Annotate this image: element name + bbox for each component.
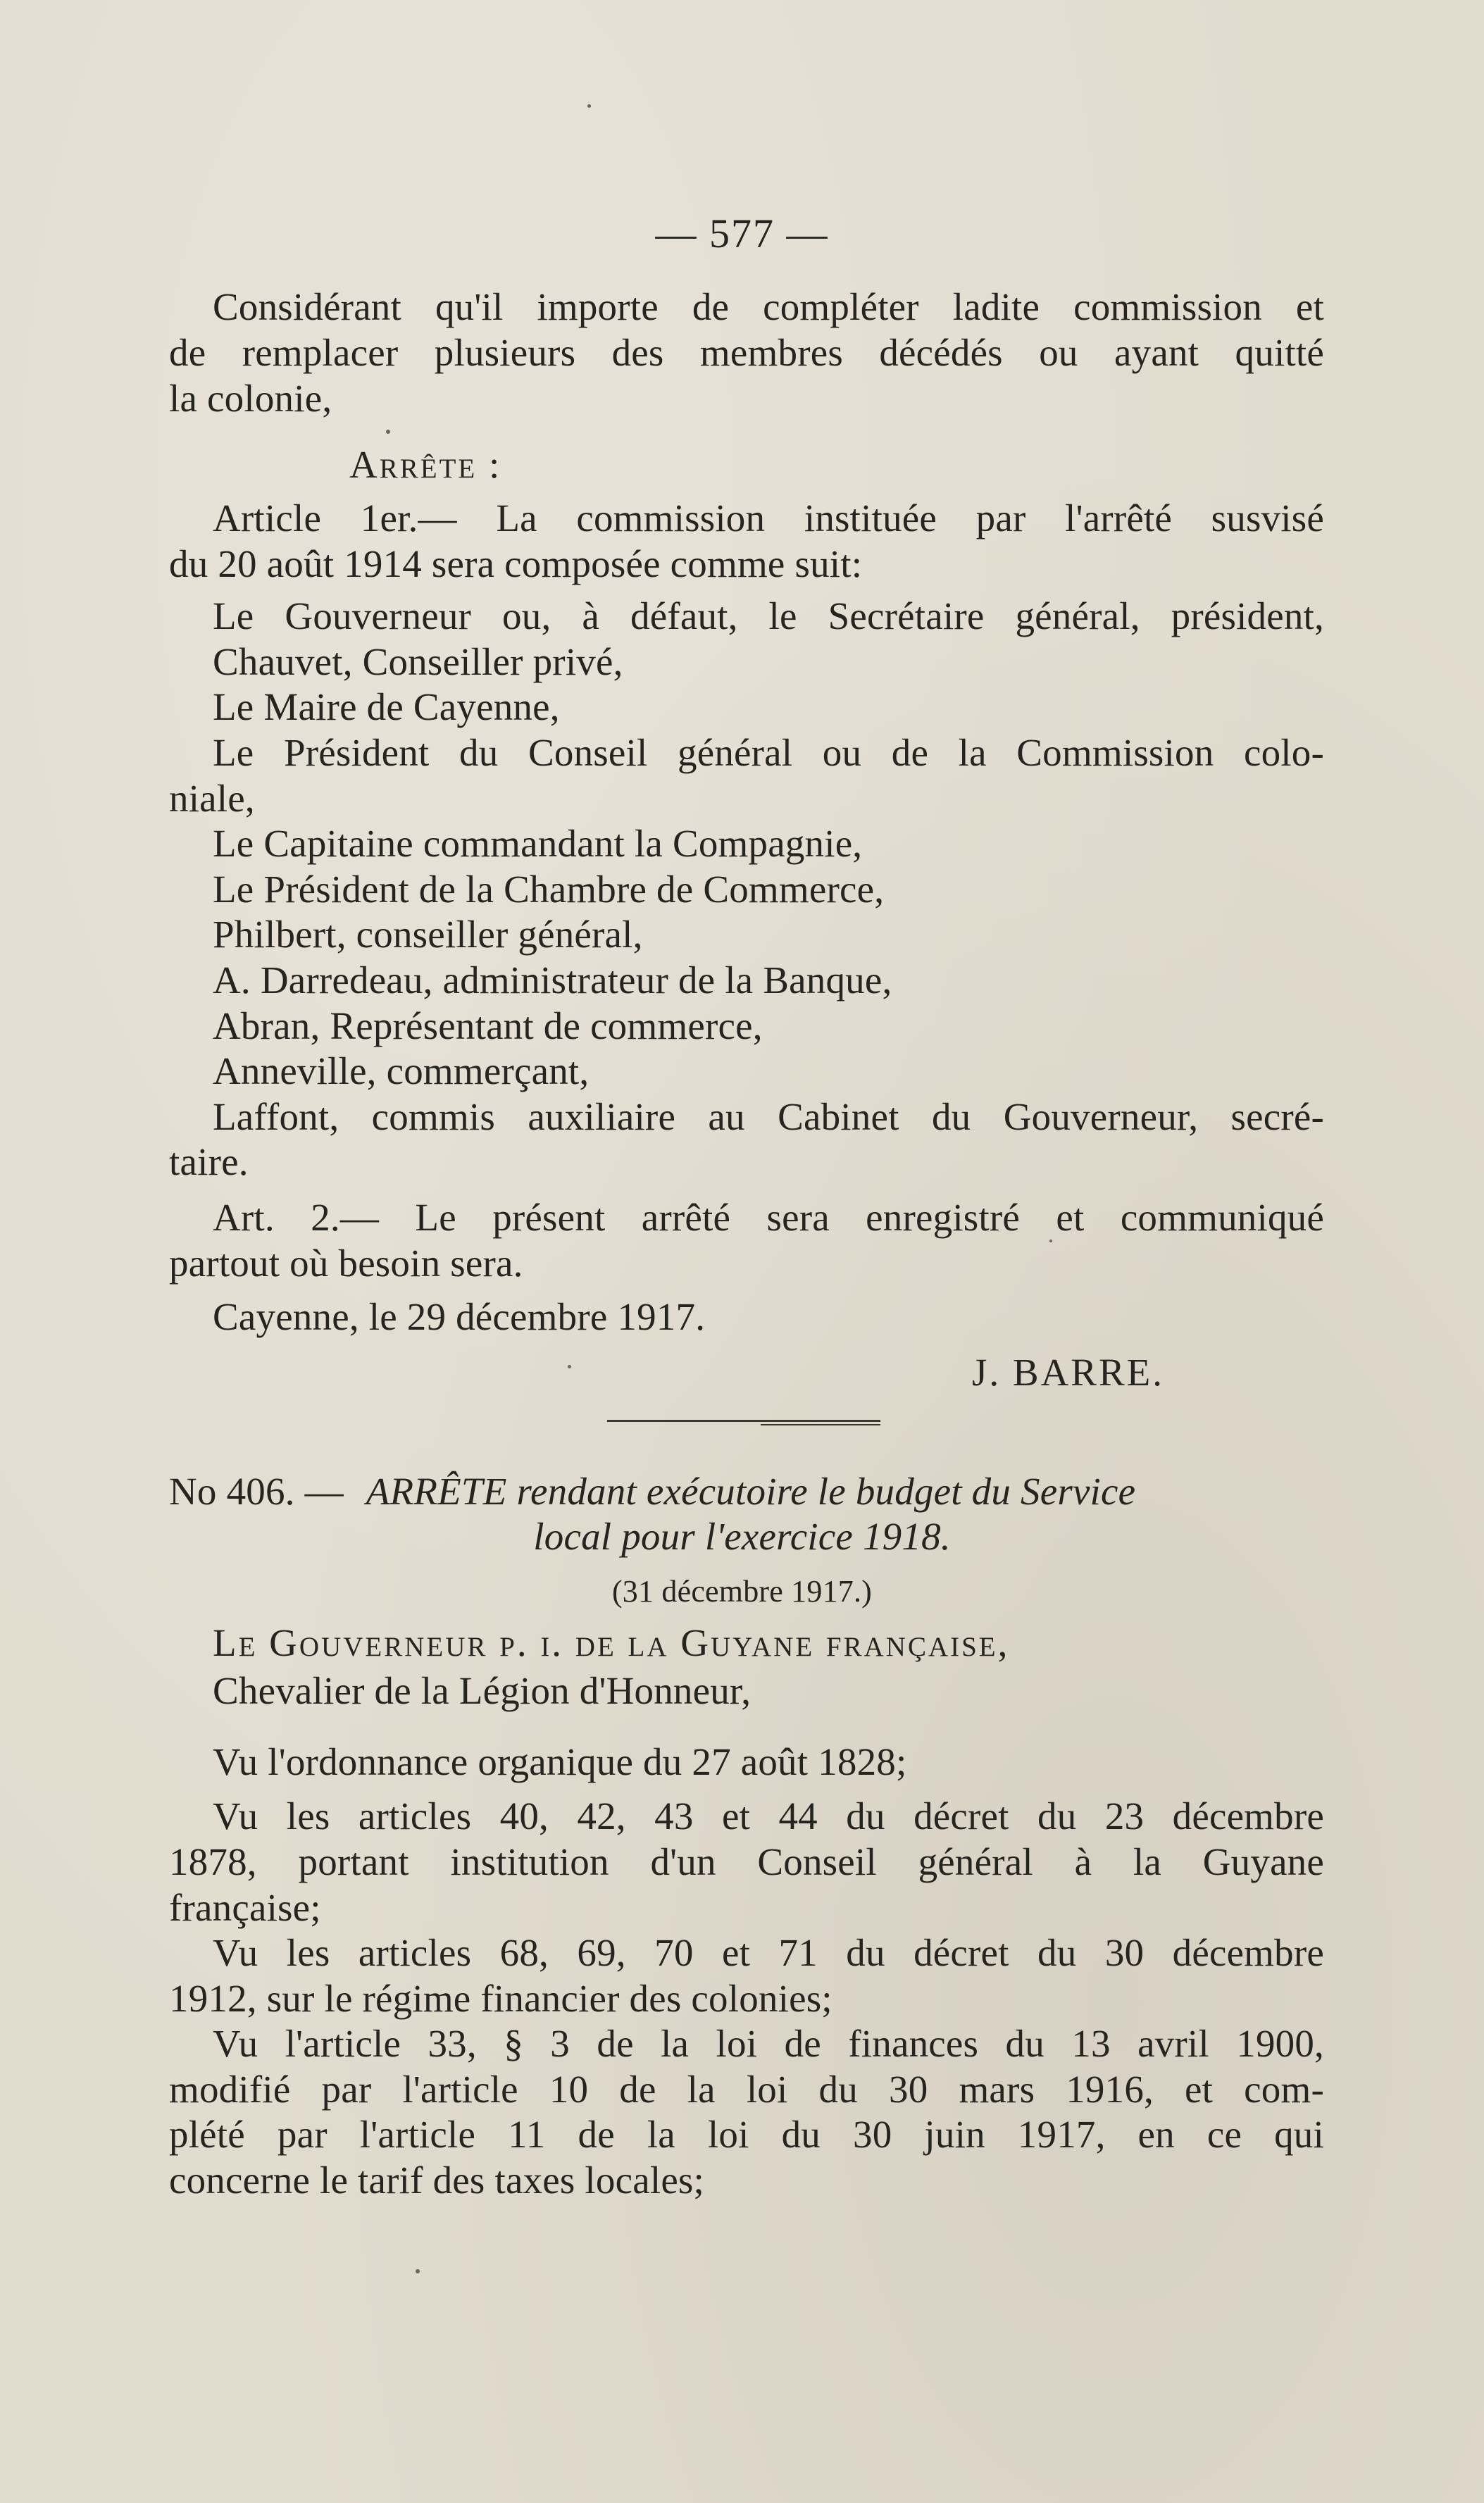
member-line: Abran, Représentant de commerce,	[213, 1004, 763, 1047]
vu-line: Vu les articles 40, 42, 43 et 44 du décret du 23 décembre	[213, 1794, 1324, 1837]
member-line: Le Maire de Cayenne,	[213, 685, 560, 728]
decree-title: ARRÊTE rendant exécutoire le budget du Service	[366, 1470, 1136, 1513]
decree-date: (31 décembre 1917.)	[611, 1574, 873, 1609]
arrete-heading: Arrête :	[349, 443, 502, 486]
text-line: de remplacer plusieurs des membres décédés ou ayant quitté	[169, 331, 1324, 374]
text-line: Considérant qu'il importe de compléter ladite commission et	[213, 285, 1324, 328]
member-line: Le Gouverneur ou, à défaut, le Secrétaire général, président,	[213, 594, 1324, 637]
member-line: Chauvet, Conseiller privé,	[213, 640, 623, 683]
article-2-line: partout où besoin sera.	[169, 1242, 523, 1285]
decree-title-line-1	[169, 1469, 1324, 1514]
vu-line: Vu l'ordonnance organique du 27 août 1828;	[213, 1740, 907, 1783]
issuer-line: Chevalier de la Légion d'Honneur,	[213, 1669, 752, 1712]
member-line: Laffont, commis auxiliaire au Cabinet du Gouverneur, secré-	[213, 1095, 1324, 1138]
separator-rule-accent	[761, 1424, 880, 1425]
paper-speck	[568, 1365, 571, 1368]
decree-number: No 406. —	[169, 1470, 344, 1513]
signature: J. BARRE.	[972, 1351, 1165, 1394]
paper-speck	[1049, 1240, 1052, 1242]
paper-speck	[416, 2269, 420, 2273]
member-line: Le Président de la Chambre de Commerce,	[213, 868, 885, 911]
vu-line: plété par l'article 11 de la loi du 30 juin 1917, en ce qui	[169, 2113, 1324, 2156]
member-line: niale,	[169, 777, 255, 820]
article-1-line: Article 1er.— La commission instituée par l'arrêté susvisé	[213, 497, 1324, 539]
vu-line: modifié par l'article 10 de la loi du 30 mars 1916, et com-	[169, 2068, 1324, 2111]
text-line: la colonie,	[169, 377, 332, 420]
paper-speck	[587, 104, 591, 108]
place-date: Cayenne, le 29 décembre 1917.	[213, 1295, 706, 1338]
vu-line: française;	[169, 1886, 321, 1929]
vu-line: concerne le tarif des taxes locales;	[169, 2159, 705, 2202]
paper-speck	[386, 430, 390, 434]
member-line: taire.	[169, 1140, 249, 1183]
member-line: Le Président du Conseil général ou de la Commission colo-	[213, 731, 1324, 774]
vu-line: 1878, portant institution d'un Conseil général à la Guyane	[169, 1840, 1324, 1883]
issuer-text: Le Gouverneur p. i. de la Guyane française,	[213, 1621, 1010, 1664]
issuer-line	[213, 1621, 1324, 1666]
separator-rule	[607, 1420, 880, 1422]
article-2-line: Art. 2.— Le présent arrêté sera enregistré et communiqué	[213, 1196, 1324, 1239]
article-1-line: du 20 août 1914 sera composée comme suit:	[169, 542, 863, 585]
member-line: Le Capitaine commandant la Compagnie,	[213, 822, 863, 865]
member-line: Anneville, commerçant,	[213, 1049, 590, 1092]
member-line: A. Darredeau, administrateur de la Banque,	[213, 959, 892, 1001]
member-line: Philbert, conseiller général,	[213, 913, 643, 956]
page-number: — 577 —	[655, 211, 829, 256]
decree-title-line-2: local pour l'exercice 1918.	[533, 1515, 951, 1558]
vu-line: 1912, sur le régime financier des colonies;	[169, 1977, 833, 2020]
vu-line: Vu les articles 68, 69, 70 et 71 du décret du 30 décembre	[213, 1931, 1324, 1974]
vu-line: Vu l'article 33, § 3 de la loi de finances du 13 avril 1900,	[213, 2022, 1324, 2065]
